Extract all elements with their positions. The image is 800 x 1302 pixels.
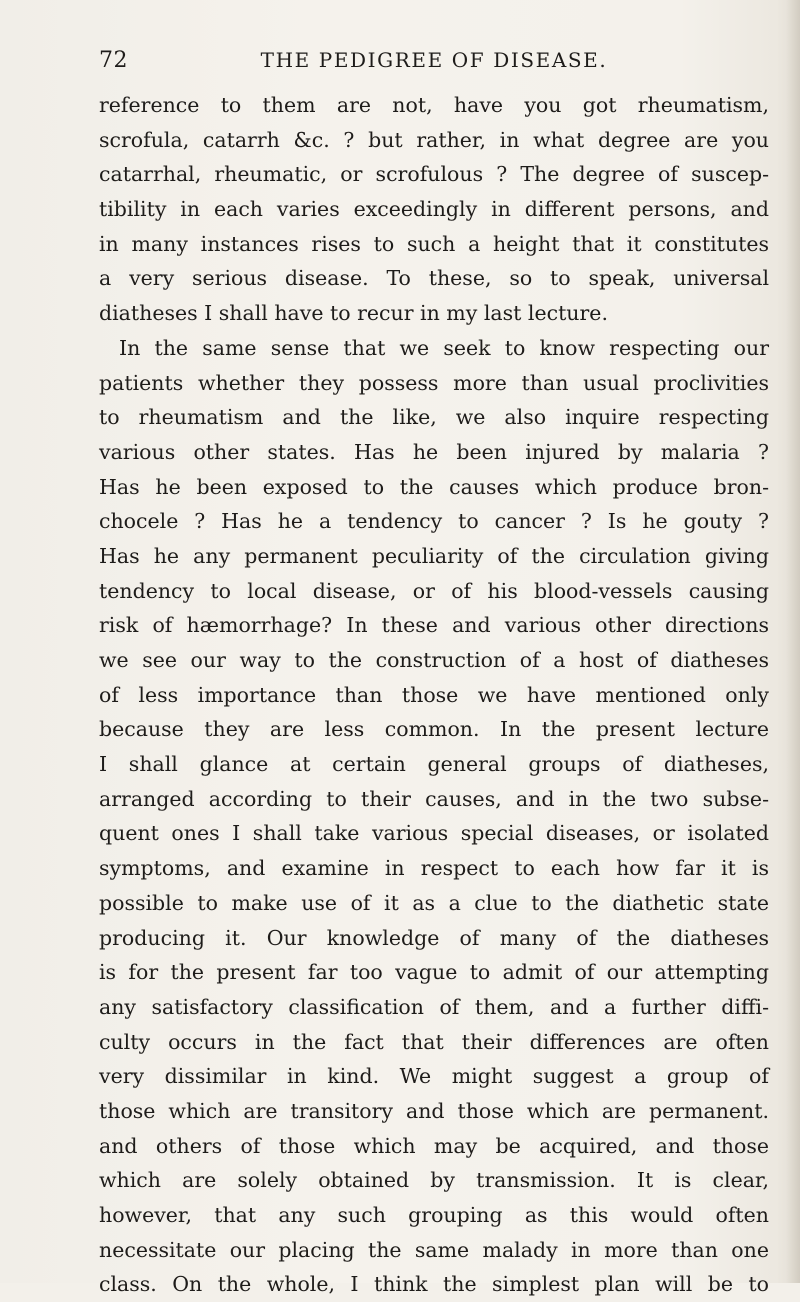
- text-line: necessitate our placing the same malady in more than one: [99, 1237, 769, 1262]
- text-line: reference to them are not, have you got rheumatism,: [99, 93, 769, 117]
- page-header: [99, 48, 769, 88]
- text-line: those which are transitory and those which are permanent.: [99, 1098, 769, 1123]
- text-line: a very serious disease. To these, so to speak, universal: [99, 266, 769, 291]
- text-line: and others of those which may be acquired, and those: [99, 1133, 769, 1158]
- text-line: of less importance than those we have mentioned only: [99, 682, 769, 707]
- text-line: is for the present far too vague to admit of our attempting: [99, 960, 769, 985]
- text-line: symptoms, and examine in respect to each how far it is: [99, 856, 769, 881]
- text-line: possible to make use of it as a clue to the diathetic state: [99, 890, 769, 915]
- text-line: which are solely obtained by transmission. It is clear,: [99, 1168, 769, 1193]
- text-line: chocele ? Has he a tendency to cancer ? Is he gouty ?: [99, 509, 769, 534]
- text-line: producing it. Our knowledge of many of the diatheses: [99, 925, 769, 950]
- running-title: THE PEDIGREE OF DISEASE.: [260, 48, 608, 72]
- text-line: to rheumatism and the like, we also inquire respecting: [99, 405, 769, 430]
- text-line: diatheses I shall have to recur in my last lecture.: [99, 301, 608, 326]
- text-line: scrofula, catarrh &c. ? but rather, in what degree are you: [99, 127, 769, 152]
- text-line: class. On the whole, I think the simplest plan will be to: [99, 1272, 769, 1297]
- page-number: 72: [99, 48, 128, 73]
- text-line: we see our way to the construction of a host of diatheses: [99, 648, 769, 672]
- text-line: various other states. Has he been injured by malaria ?: [99, 439, 769, 464]
- text-line: catarrhal, rheumatic, or scrofulous ? The degree of suscep-: [99, 162, 769, 187]
- page-edge-shadow: [786, 0, 800, 1283]
- text-line: quent ones I shall take various special diseases, or isolated: [99, 821, 769, 846]
- text-line: risk of hæmorrhage? In these and various other directions: [99, 613, 769, 638]
- text-line: patients whether they possess more than usual proclivities: [99, 370, 769, 395]
- text-line: arranged according to their causes, and in the two subse-: [99, 786, 769, 811]
- text-line: culty occurs in the fact that their differences are often: [99, 1029, 769, 1054]
- text-line: very dissimilar in kind. We might suggest a group of: [99, 1064, 769, 1089]
- text-line: Has he any permanent peculiarity of the circulation giving: [99, 543, 769, 568]
- text-line: tibility in each varies exceedingly in different persons, and: [99, 197, 769, 222]
- text-line: I shall glance at certain general groups of diatheses,: [99, 752, 769, 777]
- text-line: in many instances rises to such a height that it constitutes: [99, 231, 769, 256]
- text-line: because they are less common. In the present lecture: [99, 717, 769, 742]
- text-line: any satisfactory classification of them, and a further diffi-: [99, 994, 769, 1019]
- body-text: [99, 88, 769, 1302]
- paragraph-start-line: In the same sense that we seek to know respecting our: [119, 335, 769, 360]
- text-line: however, that any such grouping as this would often: [99, 1203, 769, 1227]
- text-line: tendency to local disease, or of his blood-vessels causing: [99, 578, 769, 603]
- text-line: Has he been exposed to the causes which produce bron-: [99, 474, 769, 499]
